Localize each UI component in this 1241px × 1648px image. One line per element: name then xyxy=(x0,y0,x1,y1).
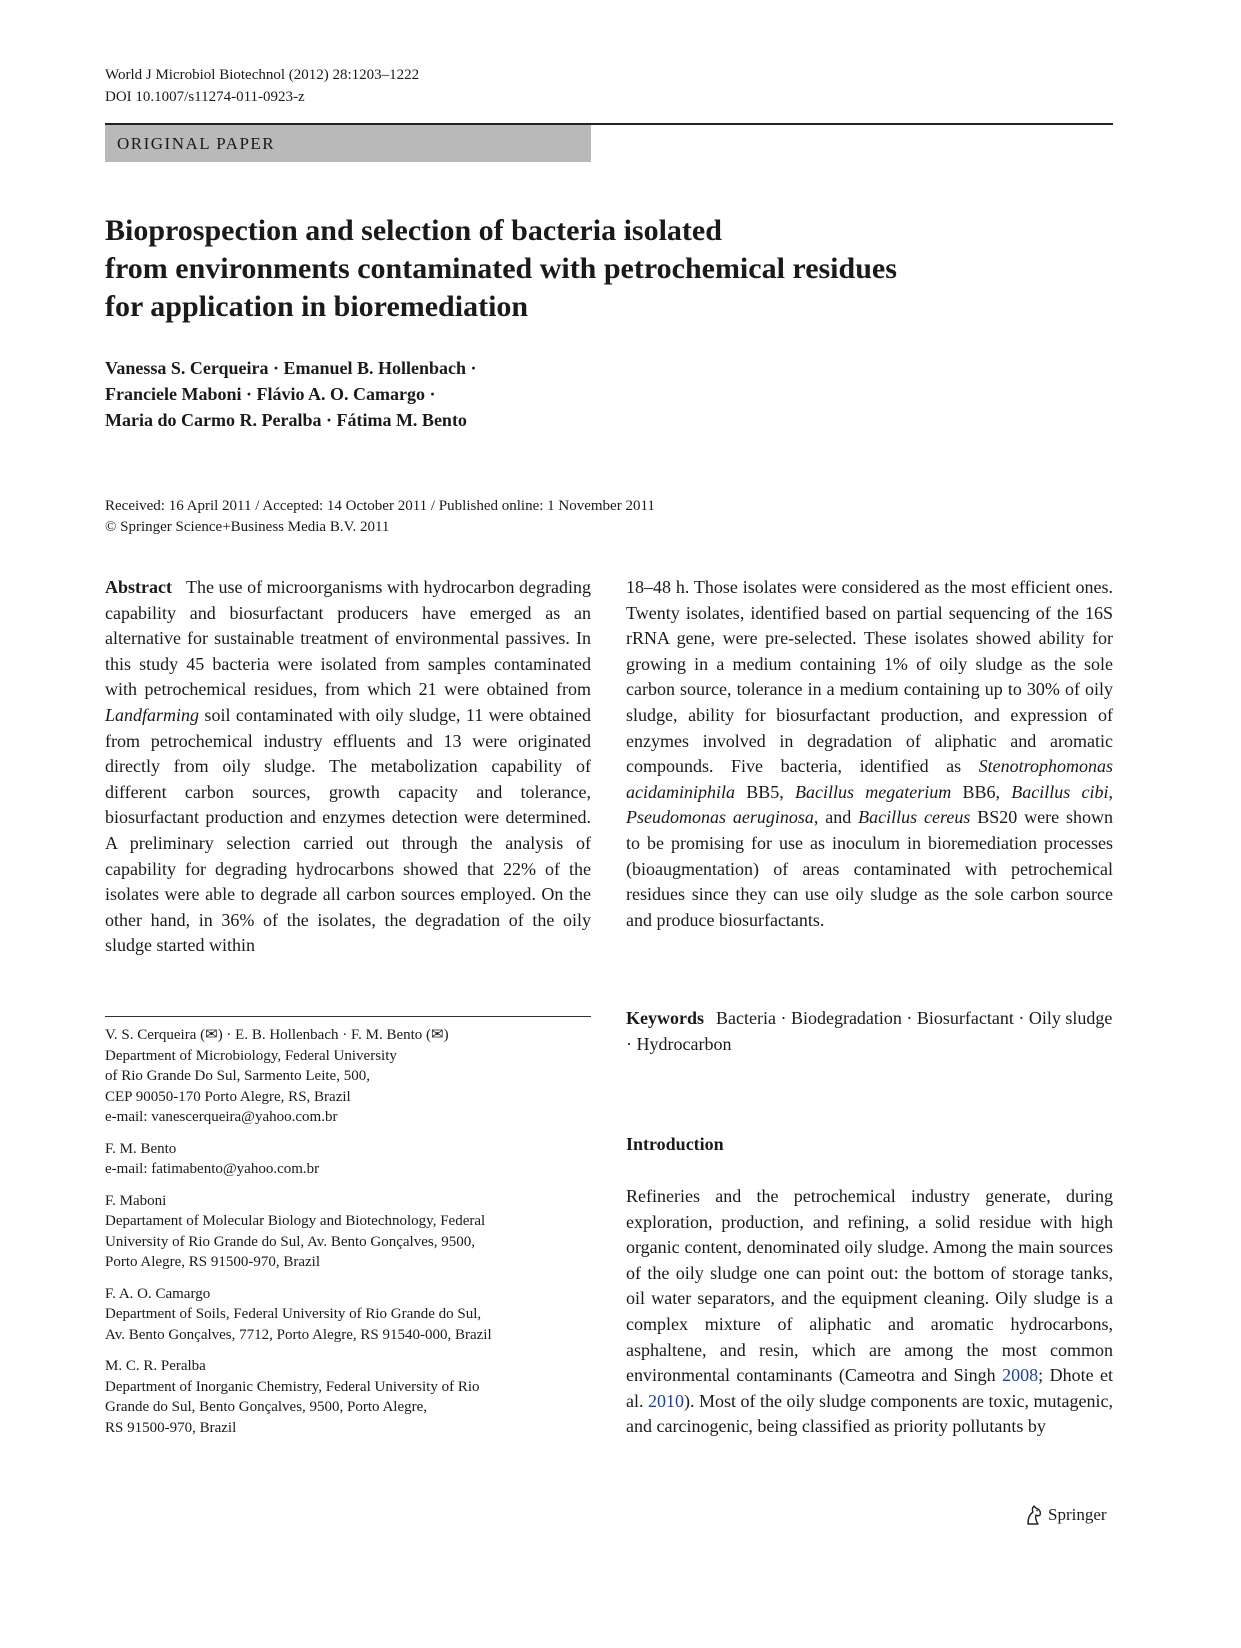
email-link[interactable]: e-mail: fatimabento@yahoo.com.br xyxy=(105,1161,320,1177)
paper-title xyxy=(105,212,1105,326)
keywords xyxy=(626,1006,1113,1057)
affiliation-rule xyxy=(105,1016,591,1017)
journal-line: World J Microbiol Biotechnol (2012) 28:1203–1222 xyxy=(105,67,420,83)
title-line-2: from environments contaminated with petrochemical residues xyxy=(105,252,897,285)
affiliation-block-2: F. M. Bento e-mail: fatimabento@yahoo.com.br xyxy=(105,1139,591,1180)
affiliation-block-4: F. A. O. Camargo Department of Soils, Federal University of Rio Grande do Sul, Av. Bento Gonçalves, 7712, Porto Alegre, RS 91540-000, Brazil xyxy=(105,1285,492,1343)
keywords-list: Bacteria · Biodegradation · Biosurfactant · Oily sludge · Hydrocarbon xyxy=(626,1008,1113,1054)
abstract-heading: Abstract xyxy=(105,577,172,597)
springer-horse-icon xyxy=(1024,1504,1044,1526)
publisher-logo xyxy=(1024,1504,1107,1526)
journal-citation xyxy=(105,64,419,108)
abstract-paragraph: Abstract The use of microorganisms with hydrocarbon degrading capability and biosurfactant producers have emerged as an alternative for sustainable treatment of environmental passives. In this study 45 bacteria were isolated from samples contaminated with petrochemical residues, from which 21 were obtained from Landfarming soil contaminated with oily sludge, 11 were obtained from petrochemical industry effluents and 13 were originated directly from oily sludge. The metabolization capability of different carbon sources, growth capacity and tolerance, biosurfactant production and enzymes detection were determined. A preliminary selection carried out through the analysis of capability for degrading hydrocarbons showed that 22% of the isolates were able to degrade all carbon sources employed. On the other hand, in 36% of the isolates, the degradation of the oily sludge started within xyxy=(105,577,591,956)
authors-line-2: Franciele Maboni · Flávio A. O. Camargo · xyxy=(105,384,436,404)
authors-line-3: Maria do Carmo R. Peralba · Fátima M. Bento xyxy=(105,410,467,430)
doi-line[interactable]: DOI 10.1007/s11274-011-0923-z xyxy=(105,89,305,105)
affiliation-block-1: V. S. Cerqueira (✉) · E. B. Hollenbach · F. M. Bento (✉) Department of Microbiology, Federal University of Rio Grande Do Sul, Sarmento Leite, 500, CEP 90050-170 Porto Alegre, RS, Brazil e-mail: vanescerqueira@yahoo.com.br xyxy=(105,1025,591,1128)
paper-type-banner: ORIGINAL PAPER xyxy=(105,125,591,162)
species-name: Pseudomonas aeruginosa xyxy=(626,807,814,828)
history-line: Received: 16 April 2011 / Accepted: 14 October 2011 / Published online: 1 November 2011 xyxy=(105,498,655,514)
keywords-label: Keywords xyxy=(626,1008,704,1028)
affiliations xyxy=(105,1025,591,1449)
species-name: Bacillus cereus xyxy=(858,807,971,828)
publication-dates xyxy=(105,496,655,538)
affiliation-block-5: M. C. R. Peralba Department of Inorganic Chemistry, Federal University of Rio Grande do Sul, Bento Gonçalves, 9500, Porto Alegre, RS 91500-970, Brazil xyxy=(105,1358,480,1436)
species-name: Bacillus megaterium xyxy=(795,781,952,802)
species-name: Bacillus cibi xyxy=(1011,781,1109,802)
title-line-1: Bioprospection and selection of bacteria isolated xyxy=(105,214,722,247)
italic-term: Landfarming xyxy=(105,704,200,725)
publisher-name: Springer xyxy=(1048,1505,1107,1524)
abstract-column-left xyxy=(105,575,591,959)
citation-link[interactable]: 2010 xyxy=(648,1390,684,1411)
email-link[interactable]: e-mail: vanescerqueira@yahoo.com.br xyxy=(105,1109,338,1125)
introduction-heading: Introduction xyxy=(626,1134,724,1154)
introduction-paragraph: Refineries and the petrochemical industry generate, during exploration, production, and refining, a solid residue with high organic content, denominated oily sludge. Among the main sources of the oily sludge one can point out: the bottom of storage tanks, oil water separators, and the equipment cleaning. Oily sludge is a complex mixture of aliphatic and aromatic hydrocarbons, asphaltene, and resin, which are among the most common environmental contaminants (Cameotra and Singh 2008; Dhote et al. 2010). Most of the oily sludge components are toxic, mutagenic, and carcinogenic, being classified as priority pollutants by xyxy=(626,1186,1113,1437)
abstract-continuation: 18–48 h. Those isolates were considered as the most efficient ones. Twenty isolates, identified based on partial sequencing of the 16S rRNA gene, were pre-selected. These isolates showed ability for growing in a medium containing 1% of oily sludge as the sole carbon source, tolerance in a medium containing up to 30% of oily sludge, ability for biosurfactant production, and expression of enzymes involved in degradation of aliphatic and aromatic compounds. Five bacteria, identified as Stenotrophomonas acidaminiphila BB5, Bacillus megaterium BB6, Bacillus cibi, Pseudomonas aeruginosa, and Bacillus cereus BS20 were shown to be promising for use as inoculum in bioremediation processes (bioaugmentation) of areas contaminated with petrochemical residues since they can use oily sludge as the sole carbon source and produce biosurfactants. xyxy=(626,577,1113,930)
introduction-body xyxy=(626,1184,1113,1440)
abstract-column-right xyxy=(626,575,1113,933)
title-line-3: for application in bioremediation xyxy=(105,290,529,323)
affiliation-block-3: F. Maboni Departament of Molecular Biology and Biotechnology, Federal University of Rio Grande do Sul, Av. Bento Gonçalves, 9500, Porto Alegre, RS 91500-970, Brazil xyxy=(105,1192,486,1270)
author-list xyxy=(105,355,477,433)
authors-line-1: Vanessa S. Cerqueira · Emanuel B. Hollenbach · xyxy=(105,358,477,378)
copyright-line: © Springer Science+Business Media B.V. 2011 xyxy=(105,519,390,535)
species-name: Stenotrophomonas acidaminiphila xyxy=(626,756,1113,802)
citation-link[interactable]: 2008 xyxy=(1002,1365,1039,1386)
